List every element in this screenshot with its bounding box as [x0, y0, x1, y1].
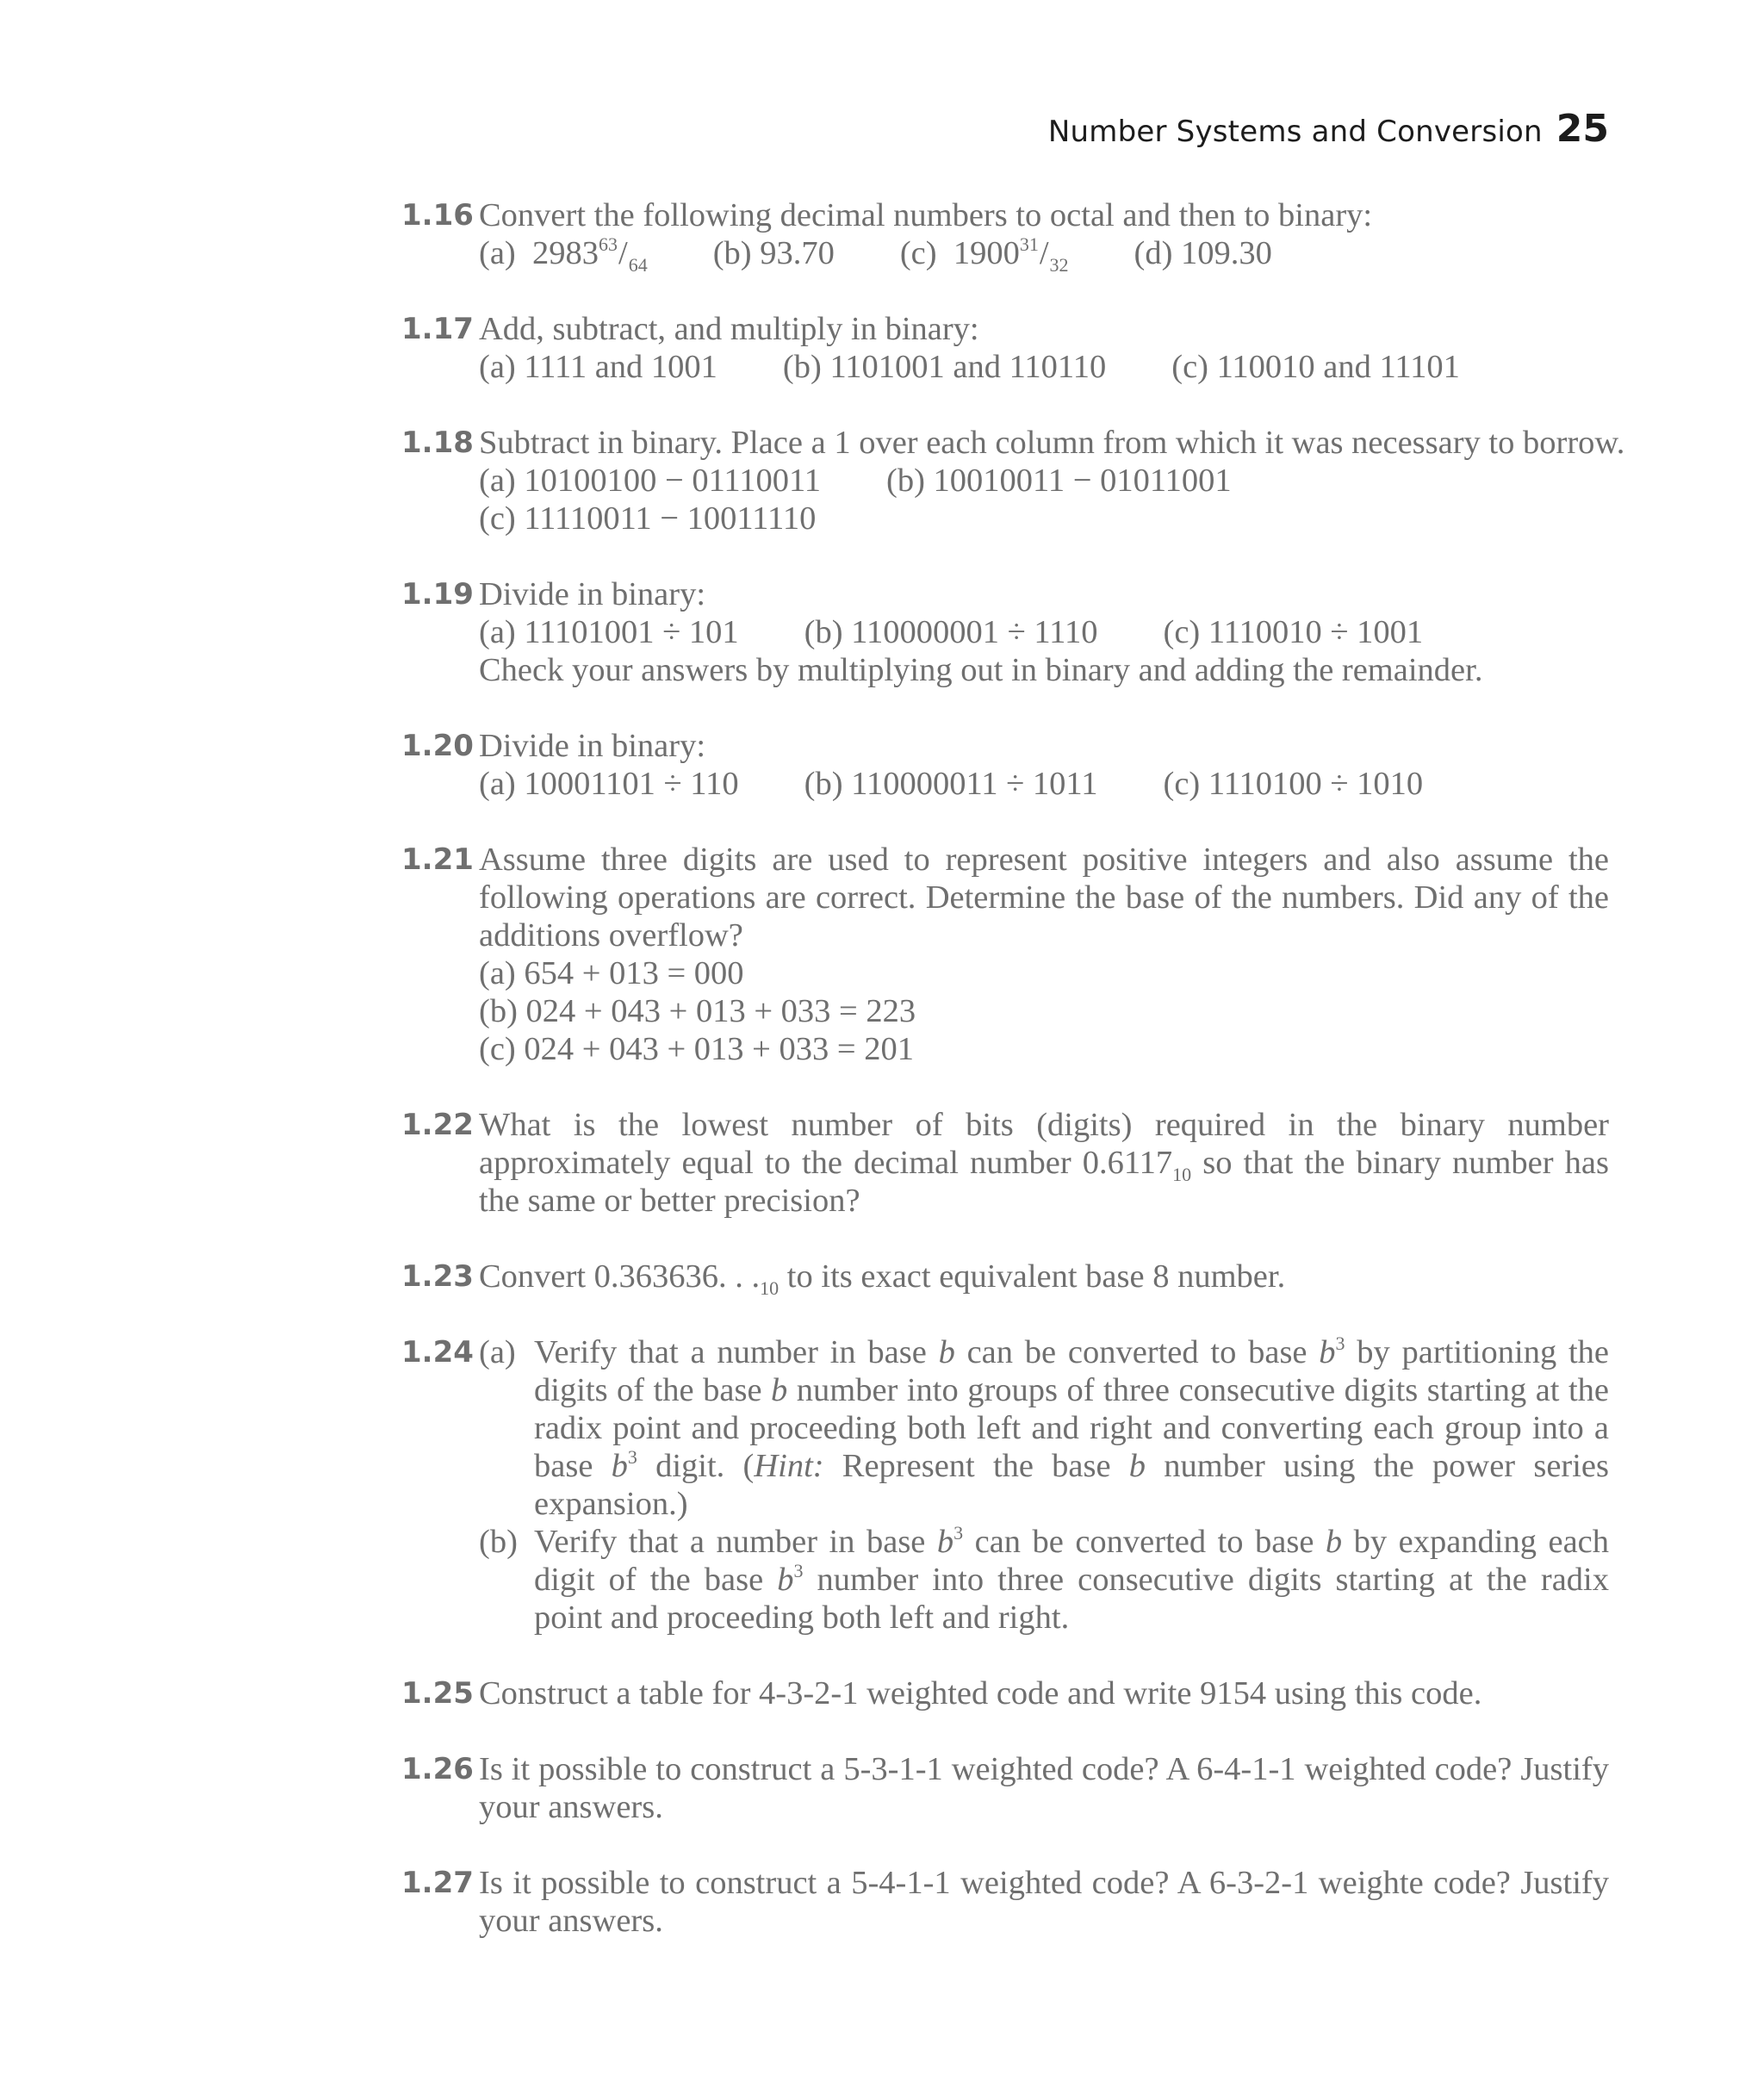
problem-1-16	[401, 196, 1609, 276]
problem-number: 1.22	[401, 1108, 474, 1142]
problem-1-25	[401, 1674, 1609, 1712]
problem-1-17	[401, 310, 1609, 386]
problem-number: 1.19	[401, 577, 474, 612]
option-a: (a) 1111 and 1001	[479, 349, 717, 385]
problem-options	[479, 233, 1609, 276]
option-b: (b) 110000001 ÷ 1110	[804, 614, 1098, 650]
option-a: (a) 11101001 ÷ 101	[479, 614, 739, 650]
option-b: (b) 1101001 and 110110	[782, 349, 1107, 385]
problem-number: 1.20	[401, 729, 474, 763]
part-b-text: Verify that a number in base $b^3$ can be converted to base b by expanding each digit of the base $b^3$ number into three consecutive digits starting at the radix point and proceeding both left and right.	[534, 1522, 1609, 1636]
problem-1-20	[401, 727, 1609, 803]
part-a: (a) Verify that a number in base b can be converted to base $b^3$ by partitioning the digits of the base b number into groups of three consecutive digits starting at the radix point and proceeding both left and right and converting each group into a base $b^3$ digit. (Hint: Represent the base b number using the power series expansion.)	[479, 1332, 1609, 1522]
problem-text: Convert the following decimal numbers to octal and then to binary:	[479, 197, 1373, 233]
problem-number: 1.16	[401, 198, 474, 233]
option-b: (b) 10010011 − 01011001	[886, 463, 1232, 499]
problem-number: 1.27	[401, 1866, 474, 1900]
option-b: (b) 024 + 043 + 013 + 033 = 223	[479, 993, 916, 1029]
problem-number: 1.23	[401, 1259, 474, 1294]
option-a: (a) 10100100 − 01110011	[479, 463, 822, 499]
problem-1-24	[401, 1333, 1609, 1637]
problem-number: 1.17	[401, 312, 474, 346]
option-b: (b) 110000011 ÷ 1011	[804, 766, 1098, 802]
problem-1-23	[401, 1258, 1609, 1299]
option-c: (c) 110010 and 11101	[1171, 349, 1460, 385]
option-b: (b) 93.70	[712, 235, 835, 271]
problem-options	[479, 462, 1609, 500]
problem-text: Convert 0.363636. . $._{10}$ to its exact equivalent base 8 number.	[479, 1258, 1286, 1299]
option-a: (a) 654 + 013 = 000	[479, 955, 744, 991]
option-c: (c) 1110100 ÷ 1010	[1163, 766, 1424, 802]
problem-text: Add, subtract, and multiply in binary:	[479, 311, 979, 347]
problem-1-21	[401, 841, 1609, 1068]
problem-number: 1.25	[401, 1676, 474, 1711]
problem-text: What is the lowest number of bits (digits) required in the binary number approximately equal to the decimal number $0.6117_{10}$ so that the binary number has the same or better precision?	[479, 1107, 1609, 1219]
problem-note: Check your answers by multiplying out in binary and adding the remainder.	[479, 652, 1483, 688]
problem-1-26	[401, 1750, 1609, 1826]
problem-options	[479, 954, 1609, 1068]
problem-number: 1.24	[401, 1335, 474, 1370]
option-c: (c) $1900^{31}/_{32}$	[899, 233, 1069, 276]
page-number: 25	[1556, 107, 1609, 151]
problem-text: Construct a table for 4-3-2-1 weighted code and write 9154 using this code.	[479, 1675, 1482, 1711]
problem-text: Subtract in binary. Place a 1 over each column from which it was necessary to borrow.	[479, 425, 1625, 461]
problem-number: 1.21	[401, 842, 474, 877]
option-a: (a) $2983^{63}/_{64}$	[479, 233, 648, 276]
chapter-title: Number Systems and Conversion	[1047, 115, 1543, 149]
problem-options	[479, 348, 1609, 386]
option-c: (c) 11110011 − 10011110	[479, 500, 817, 537]
problem-1-27	[401, 1864, 1609, 1940]
running-head	[1048, 107, 1609, 151]
part-a-text: Verify that a number in base b can be converted to base $b^3$ by partitioning the digits of the base b number into groups of three consecutive digits starting at the radix point and proceeding both left and right and converting each group into a base $b^3$ digit. (Hint: Represent the base b number using the power series expansion.)	[534, 1332, 1609, 1522]
problem-number: 1.26	[401, 1752, 474, 1786]
problem-1-22	[401, 1106, 1609, 1220]
option-c: (c) 1110010 ÷ 1001	[1163, 614, 1424, 650]
problem-1-18	[401, 424, 1625, 537]
problem-list	[401, 196, 1625, 1978]
problem-1-19	[401, 575, 1609, 689]
problem-text: Divide in binary:	[479, 576, 706, 612]
problem-text: Divide in binary:	[479, 728, 706, 764]
problem-options	[479, 613, 1609, 651]
part-b: (b) Verify that a number in base $b^3$ can be converted to base b by expanding each digit of the base $b^3$ number into three consecutive digits starting at the radix point and proceeding both left and right.	[479, 1522, 1609, 1636]
option-c: (c) 024 + 043 + 013 + 033 = 201	[479, 1031, 914, 1067]
problem-text: Is it possible to construct a 5-3-1-1 weighted code? A 6-4-1-1 weighted code? Justify your answers.	[479, 1751, 1609, 1825]
problem-text: Is it possible to construct a 5-4-1-1 weighted code? A 6-3-2-1 weighte code? Justify your answers.	[479, 1865, 1609, 1939]
problem-number: 1.18	[401, 426, 474, 460]
problem-options	[479, 765, 1609, 803]
option-d: (d) 109.30	[1134, 235, 1272, 271]
problem-text: Assume three digits are used to represent positive integers and also assume the following operations are correct. Determine the base of the numbers. Did any of the additions overflow?	[479, 842, 1609, 954]
option-a: (a) 10001101 ÷ 110	[479, 766, 739, 802]
